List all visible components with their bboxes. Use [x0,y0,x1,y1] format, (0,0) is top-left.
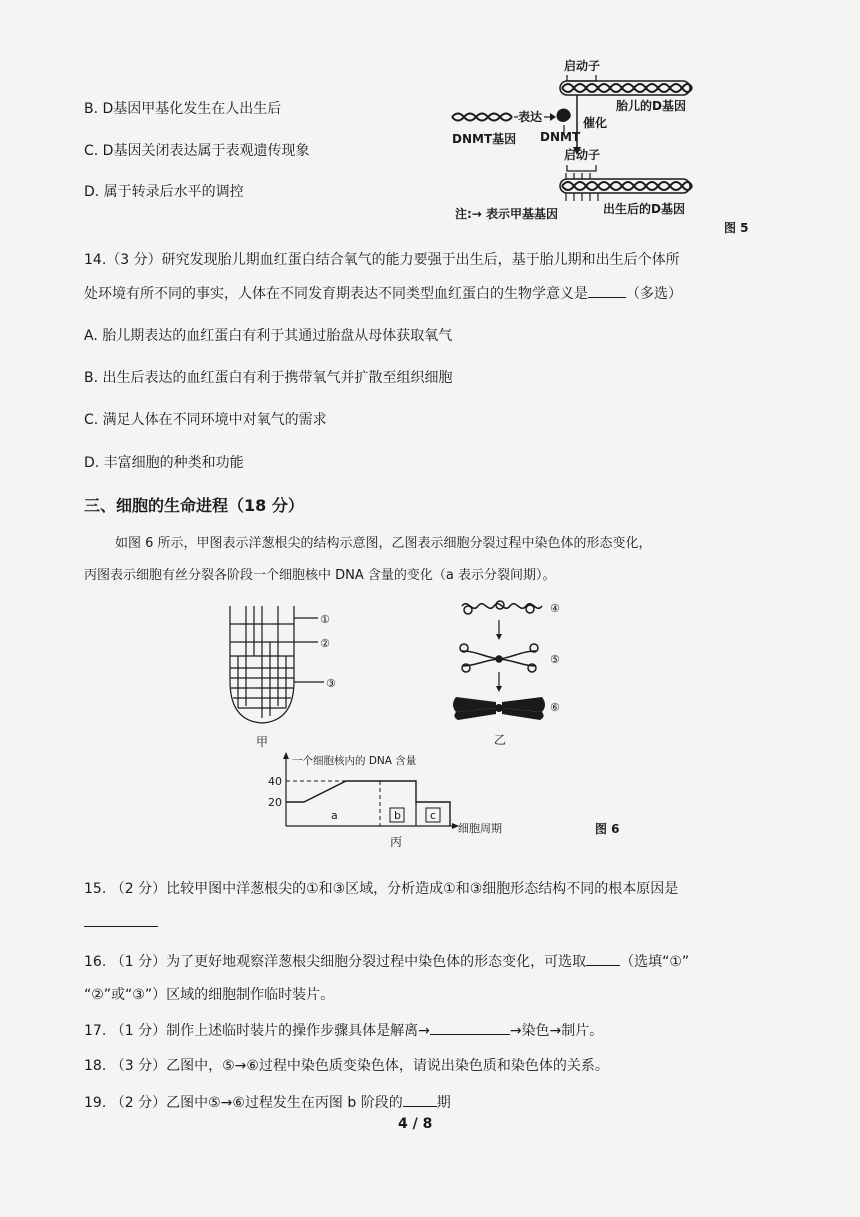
fig5-promoter-bottom-label: 启动子 [564,148,601,162]
fig5-fetal-gene-label: 胎儿的D基因 [616,99,686,113]
q16-choice-note: （选填“①” [620,954,690,970]
fig6-bing-seg-c: c [430,809,437,822]
fig6-stage-6-label: ⑥ [550,701,560,714]
section-3-title: 三、细胞的生命进程（18 分） [84,496,304,515]
q17-stem-text: 17. （1 分）制作上述临时装片的操作步骤具体是解离→ [84,1023,430,1039]
fig5-dnmt-gene-label: DNMT基因 [452,132,517,146]
fig6-zone-3-label: ③ [326,677,336,690]
fig6-bing-seg-a: a [331,809,338,822]
fig6-yi-stage5-chromosome [460,644,538,672]
q19-stem [84,1092,451,1113]
fig6-bing-caption: 丙 [390,835,403,848]
fig6-yi-caption: 乙 [494,733,507,747]
fig6-stage-5-label: ⑤ [550,653,560,666]
q14-option-a: A. 胎儿期表达的血红蛋白有利于其通过胎盘从母体获取氧气 [84,328,453,344]
fig6-stage-4-label: ④ [550,602,560,615]
fig5-note: 注:→ 表示甲基基因 [455,207,559,221]
q13-option-d: D. 属于转录后水平的调控 [84,184,244,200]
q17-answer-blank[interactable] [430,1020,510,1035]
q14-option-c: C. 满足人体在不同环境中对氧气的需求 [84,412,327,428]
q13-option-b: B. D基因甲基化发生在人出生后 [84,101,282,117]
fig6-jia-zone-pointers [294,618,324,682]
q14-answer-blank[interactable] [588,283,626,298]
fig5-dnmt-label: DNMT [540,130,581,144]
fig5-dnmt-enzyme-icon [557,109,571,123]
fig6-jia-caption: 甲 [256,735,269,749]
figure-6 [200,596,660,848]
fig6-bing-y-tick-40: 40 [268,775,282,788]
q14-stem-line2 [84,283,682,304]
figure-5 [440,55,760,240]
fig6-bing-dna-line [286,781,450,826]
q13-option-c: C. D基因关闭表达属于表观遗传现象 [84,143,310,159]
fig5-caption: 图 5 [724,221,749,235]
fig5-postnatal-dna-helix [560,179,692,193]
fig5-fetal-dna-helix [560,81,692,95]
q18-stem: 18. （3 分）乙图中，⑤→⑥过程中染色质变染色体，请说出染色质和染色体的关系。 [84,1058,609,1074]
section-3-intro-line1: 如图 6 所示，甲图表示洋葱根尖的结构示意图，乙图表示细胞分裂过程中染色体的形态变化， [115,536,652,551]
fig6-yi-stage6-chromosome [453,697,545,720]
fig5-postnatal-gene-label: 出生后的D基因 [603,202,685,216]
q16-stem-line2: “②”或“③”）区域的细胞制作临时装片。 [84,987,335,1003]
fig6-arrow-5-to-6 [496,686,502,692]
q16-answer-blank[interactable] [586,951,620,966]
q15-answer-line[interactable] [84,912,158,933]
q16-stem-line1 [84,951,689,972]
fig6-zone-2-label: ② [320,637,330,650]
fig6-zone-1-label: ① [320,613,330,626]
fig6-bing-chart [268,752,502,848]
fig5-methyl-marks [566,173,598,201]
fig5-express-label: 表达 [518,110,543,124]
q17-stem [84,1020,603,1041]
section-3-intro-line2: 丙图表示细胞有丝分裂各阶段一个细胞核中 DNA 含量的变化（a 表示分裂间期）。 [84,568,556,583]
q14-stem-text: 处环境有所不同的事实，人体在不同发育期表达不同类型血红蛋白的生物学意义是 [84,286,588,302]
fig5-promoter-bottom-bracket [567,165,596,171]
q14-stem-line1: 14.（3 分）研究发现胎儿期血红蛋白结合氧气的能力要强于出生后，基于胎儿期和出生后个体所 [84,252,680,268]
q19-answer-blank[interactable] [403,1092,437,1107]
q19-stem-end: 期 [436,1095,451,1111]
fig5-catalyze-label: 催化 [583,116,608,130]
q14-option-d: D. 丰富细胞的种类和功能 [84,455,244,471]
q15-stem: 15. （2 分）比较甲图中洋葱根尖的①和③区域，分析造成①和③细胞形态结构不同的根本原因是 [84,881,679,897]
page-number: 4 / 8 [398,1116,433,1132]
fig6-arrow-4-to-5 [496,634,502,640]
q17-stem-end: →染色→制片。 [509,1023,604,1039]
fig6-caption: 图 6 [595,822,620,836]
fig6-jia-root-tip [230,606,294,723]
q15-answer-blank[interactable] [84,912,158,927]
q19-stem-text: 19. （2 分）乙图中⑤→⑥过程发生在丙图 b 阶段的 [84,1095,403,1111]
fig5-promoter-top-label: 启动子 [564,59,601,73]
fig5-dnmt-dna-helix [452,114,512,121]
q14-option-b: B. 出生后表达的血红蛋白有利于携带氧气并扩散至组织细胞 [84,370,453,386]
fig6-yi-stage4-chromatin [462,601,542,614]
fig6-bing-y-title: 一个细胞核内的 DNA 含量 [292,755,417,767]
q14-multi-select-note: （多选） [626,286,682,302]
q16-stem-text: 16. （1 分）为了更好地观察洋葱根尖细胞分裂过程中染色体的形态变化，可选取 [84,954,587,970]
fig5-promoter-top-bracket [567,75,596,81]
fig6-bing-x-title: 细胞周期 [458,822,502,835]
fig6-bing-y-tick-20: 20 [268,796,282,809]
fig6-bing-seg-b: b [394,809,401,822]
